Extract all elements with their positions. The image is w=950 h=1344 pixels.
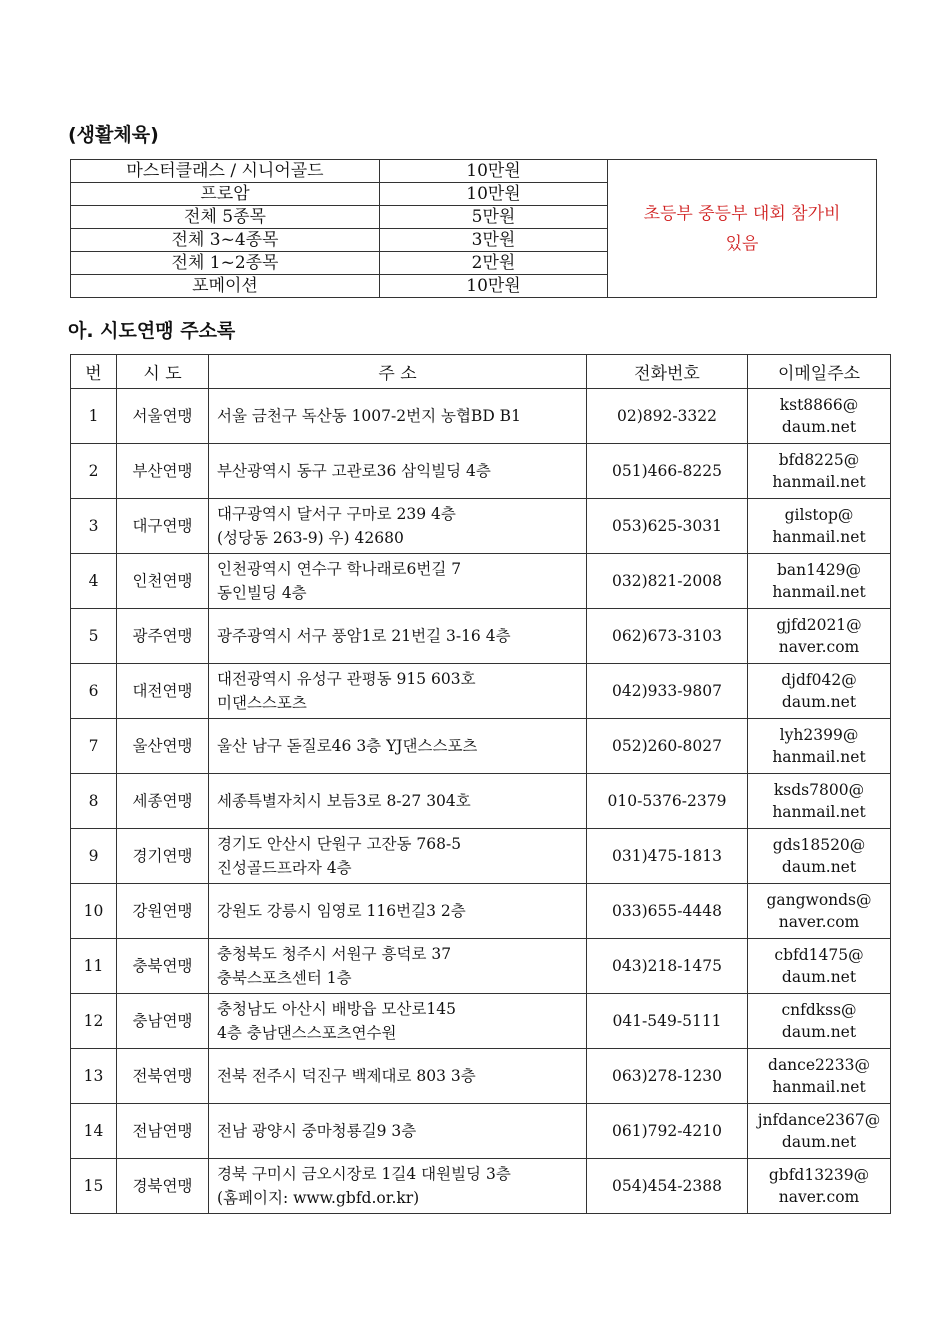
phone-number: 054)454-2388 [587,1159,748,1214]
address-line-1: 서울 금천구 독산동 1007-2번지 농협BD B1 [217,407,521,425]
table-row [71,1159,891,1214]
email-domain: hanmail.net [772,473,866,491]
email-cell [748,774,891,829]
table-row [71,939,891,994]
email-domain: hanmail.net [772,1078,866,1096]
address-line-1: 경기도 안산시 단원구 고잔동 768-5 [217,835,462,853]
email-cell [748,389,891,444]
email-user: gbfd13239@ [768,1166,870,1184]
address-cell [209,609,587,664]
fee-amount: 3만원 [380,229,608,252]
email-user: gjfd2021@ [776,616,862,634]
table-row [71,719,891,774]
email-cell [748,609,891,664]
address-table [70,354,891,1214]
row-number: 12 [71,994,117,1049]
email-user: bfd8225@ [778,451,860,469]
row-number: 8 [71,774,117,829]
table-row [71,1049,891,1104]
fee-row [71,160,877,183]
header-address: 주 소 [209,355,587,389]
table-row [71,444,891,499]
address-line-2: (성당동 263-9) 우) 42680 [217,529,404,547]
address-line-2: 동인빌딩 4층 [217,584,307,602]
email-domain: naver.com [778,913,860,931]
region-name: 충남연맹 [117,994,209,1049]
fee-category: 마스터클래스 / 시니어골드 [71,160,380,183]
fee-amount: 2만원 [380,252,608,275]
table-row [71,884,891,939]
email-domain: naver.com [778,1188,860,1206]
email-domain: daum.net [781,968,857,986]
fee-amount: 10만원 [380,183,608,206]
email-user: cbfd1475@ [774,946,864,964]
region-name: 인천연맹 [117,554,209,609]
phone-number: 051)466-8225 [587,444,748,499]
section-title-address-book: 아. 시도연맹 주소록 [68,320,236,342]
fee-note [608,160,877,298]
email-domain: hanmail.net [772,583,866,601]
row-number: 10 [71,884,117,939]
email-cell [748,994,891,1049]
address-line-2: 4층 충남댄스스포츠연수원 [217,1024,397,1042]
fee-table [70,159,877,298]
address-cell [209,939,587,994]
address-line-1: 강원도 강릉시 임영로 116번길3 2층 [217,902,466,920]
email-user: cnfdkss@ [781,1001,857,1019]
email-cell [748,829,891,884]
address-line-2: 미댄스스포츠 [217,694,307,712]
email-domain: hanmail.net [772,803,866,821]
row-number: 6 [71,664,117,719]
email-cell [748,1104,891,1159]
address-cell [209,1159,587,1214]
address-line-1: 세종특별자치시 보듬3로 8-27 304호 [217,792,471,810]
address-line-2: 충북스포츠센터 1층 [217,969,352,987]
address-line-1: 경북 구미시 금오시장로 1길4 대원빌딩 3층 [217,1165,511,1183]
address-line-1: 대전광역시 유성구 관평동 915 603호 [217,670,476,688]
email-domain: daum.net [781,858,857,876]
header-no: 번 [71,355,117,389]
email-domain: daum.net [781,1023,857,1041]
row-number: 4 [71,554,117,609]
fee-category: 전체 5종목 [71,206,380,229]
fee-note-line: 초등부 중등부 대회 참가비 [643,203,841,224]
region-name: 울산연맹 [117,719,209,774]
address-cell [209,829,587,884]
phone-number: 053)625-3031 [587,499,748,554]
phone-number: 033)655-4448 [587,884,748,939]
region-name: 부산연맹 [117,444,209,499]
row-number: 15 [71,1159,117,1214]
address-table-header [71,355,891,389]
table-row [71,609,891,664]
phone-number: 031)475-1813 [587,829,748,884]
phone-number: 061)792-4210 [587,1104,748,1159]
region-name: 전북연맹 [117,1049,209,1104]
email-cell [748,664,891,719]
phone-number: 010-5376-2379 [587,774,748,829]
address-line-1: 인천광역시 연수구 학나래로6번길 7 [217,560,462,578]
row-number: 13 [71,1049,117,1104]
region-name: 서울연맹 [117,389,209,444]
region-name: 경기연맹 [117,829,209,884]
email-user: djdf042@ [781,671,857,689]
address-cell [209,774,587,829]
phone-number: 02)892-3322 [587,389,748,444]
email-domain: daum.net [781,1133,857,1151]
fee-category: 프로암 [71,183,380,206]
table-row [71,1104,891,1159]
email-user: lyh2399@ [779,726,859,744]
row-number: 7 [71,719,117,774]
table-row [71,994,891,1049]
table-row [71,774,891,829]
address-cell [209,719,587,774]
email-user: gds18520@ [772,836,866,854]
table-row [71,499,891,554]
email-user: jnfdance2367@ [757,1111,881,1129]
fee-category: 전체 3~4종목 [71,229,380,252]
address-line-1: 충청북도 청주시 서원구 흥덕로 37 [217,945,452,963]
table-row [71,829,891,884]
address-cell [209,1104,587,1159]
email-domain: daum.net [781,693,857,711]
address-line-2: (홈페이지: www.gbfd.or.kr) [217,1189,420,1207]
row-number: 2 [71,444,117,499]
address-cell [209,994,587,1049]
section-title-fees: (생활체육) [68,124,159,146]
email-domain: hanmail.net [772,748,866,766]
table-row [71,664,891,719]
address-line-1: 전남 광양시 중마청룡길9 3층 [217,1122,417,1140]
address-table-body [71,389,891,1214]
header-region: 시 도 [117,355,209,389]
phone-number: 043)218-1475 [587,939,748,994]
address-cell [209,664,587,719]
region-name: 강원연맹 [117,884,209,939]
email-user: gilstop@ [784,506,854,524]
email-domain: daum.net [781,418,857,436]
address-line-1: 대구광역시 달서구 구마로 239 4층 [217,505,456,523]
email-user: ksds7800@ [773,781,865,799]
email-cell [748,1049,891,1104]
address-cell [209,884,587,939]
region-name: 대전연맹 [117,664,209,719]
fee-category: 전체 1~2종목 [71,252,380,275]
address-cell [209,444,587,499]
row-number: 9 [71,829,117,884]
region-name: 전남연맹 [117,1104,209,1159]
row-number: 1 [71,389,117,444]
email-user: ban1429@ [776,561,862,579]
fee-amount: 5만원 [380,206,608,229]
email-cell [748,1159,891,1214]
address-cell [209,389,587,444]
address-line-1: 광주광역시 서구 풍암1로 21번길 3-16 4층 [217,627,511,645]
phone-number: 042)933-9807 [587,664,748,719]
address-line-1: 전북 전주시 덕진구 백제대로 803 3층 [217,1067,476,1085]
email-user: gangwonds@ [766,891,872,909]
region-name: 경북연맹 [117,1159,209,1214]
header-email: 이메일주소 [748,355,891,389]
address-line-1: 부산광역시 동구 고관로36 삼익빌딩 4층 [217,462,491,480]
email-domain: naver.com [778,638,860,656]
row-number: 14 [71,1104,117,1159]
row-number: 11 [71,939,117,994]
table-row [71,389,891,444]
email-cell [748,884,891,939]
address-cell [209,554,587,609]
email-cell [748,939,891,994]
email-user: dance2233@ [768,1056,870,1074]
header-phone: 전화번호 [587,355,748,389]
row-number: 3 [71,499,117,554]
email-cell [748,444,891,499]
region-name: 대구연맹 [117,499,209,554]
email-cell [748,554,891,609]
address-line-1: 충청남도 아산시 배방읍 모산로145 [217,1000,457,1018]
address-line-1: 울산 남구 돋질로46 3층 YJ댄스스포츠 [217,737,478,755]
phone-number: 032)821-2008 [587,554,748,609]
fee-category: 포메이션 [71,275,380,298]
phone-number: 063)278-1230 [587,1049,748,1104]
phone-number: 041-549-5111 [587,994,748,1049]
row-number: 5 [71,609,117,664]
region-name: 광주연맹 [117,609,209,664]
region-name: 세종연맹 [117,774,209,829]
table-row [71,554,891,609]
email-cell [748,719,891,774]
fee-amount: 10만원 [380,160,608,183]
email-cell [748,499,891,554]
address-cell [209,1049,587,1104]
phone-number: 052)260-8027 [587,719,748,774]
address-cell [209,499,587,554]
phone-number: 062)673-3103 [587,609,748,664]
address-line-2: 진성골드프라자 4층 [217,859,352,877]
fee-amount: 10만원 [380,275,608,298]
email-domain: hanmail.net [772,528,866,546]
email-user: kst8866@ [779,396,859,414]
fee-note-line: 있음 [725,233,759,254]
region-name: 충북연맹 [117,939,209,994]
